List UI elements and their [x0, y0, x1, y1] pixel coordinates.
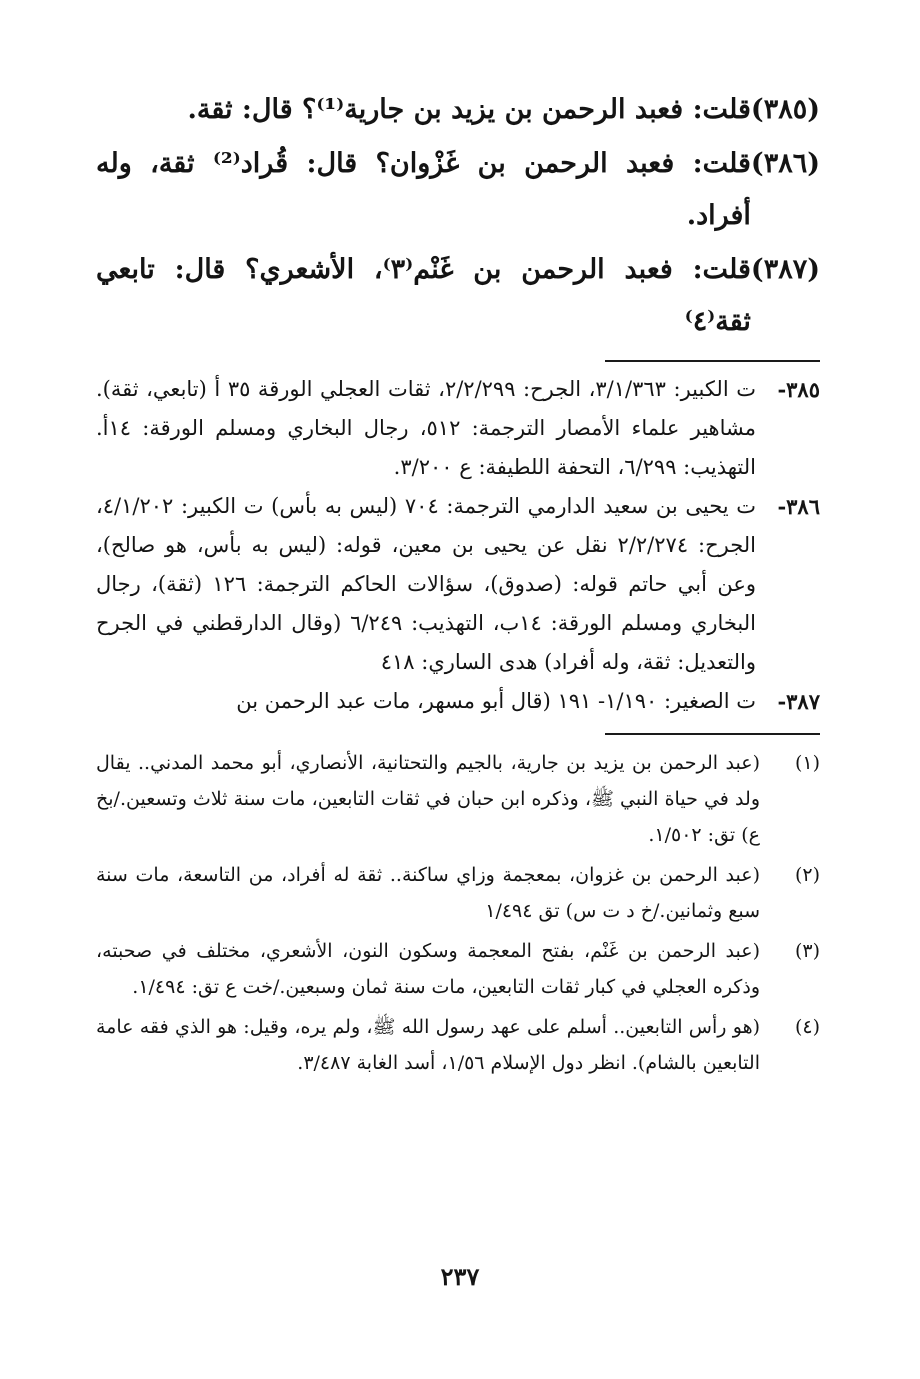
footnotes	[96, 745, 820, 1081]
note-text: ت يحيى بن سعيد الدارمي الترجمة: ٧٠٤ (ليس به بأس) ت الكبير: ٤/١/٢٠٢، الجرح: ٢/٢/٢٧٤ نقل عن يحيى بن معين، قوله: (ليس به بأس، هو صالح)، وعن أبي حاتم قوله: (صدوق)، سؤالات الحاكم الترجمة: ١٢٦ (ثقة)، رجال البخاري ومسلم الورقة: ١٤ب، التهذيب: ٦/٢٤٩ (وقال الدارقطني في الجرح والتعديل: ثقة، وله أفراد) هدى الساري: ٤١٨	[96, 494, 757, 674]
entry-text: قلت: فعبد الرحمن بن يزيد بن جارية⁽¹⁾؟ قال: ثقة.	[187, 94, 751, 125]
footnote-text: (هو رأس التابعين.. أسلم على عهد رسول الله ﷺ، ولم يره، وقيل: هو الذي فقه عامة التابعين بالشام). انظر دول الإسلام ١/٥٦، أسد الغابة ٣/٤٨٧.	[96, 1016, 760, 1074]
note-number: ٣٨٧-	[777, 689, 820, 714]
section-divider	[605, 360, 820, 362]
footnote-text: (عبد الرحمن بن يزيد بن جارية، بالجيم والتحتانية، الأنصاري، أبو محمد المدني.. يقال ولد في حياة النبي ﷺ، وذكره ابن حبان في ثقات التابعين، مات سنة ثلاث وتسعين./بخ ع) تق: ١/٥٠٢.	[96, 752, 760, 846]
footnote-number: (٤)	[794, 1016, 820, 1038]
footnote-number: (١)	[794, 752, 820, 774]
entry-number: (٣٨٥)	[750, 94, 820, 125]
page-number: ٢٣٧	[440, 1262, 480, 1291]
footnote-text: (عبد الرحمن بن غَنْم، بفتح المعجمة وسكون النون، الأشعري، مختلف في صحبته، وذكره العجلي في كبار ثقات التابعين، مات سنة ثمان وسبعين./خت ع تق: ١/٤٩٤.	[96, 940, 760, 998]
footnote-3	[96, 933, 820, 1005]
footnote-1	[96, 745, 820, 853]
footnote-divider	[605, 733, 820, 735]
footnote-number: (٣)	[794, 940, 820, 962]
note-number: ٣٨٥-	[777, 377, 820, 402]
note-text: ت الصغير: ١/١٩٠- ١٩١ (قال أبو مسهر، مات عبد الرحمن بن	[236, 689, 756, 713]
footnote-text: (عبد الرحمن بن غزوان، بمعجمة وزاي ساكنة.. ثقة له أفراد، من التاسعة، مات سنة سبع وثمانين./خ د ت س) تق ١/٤٩٤	[96, 864, 760, 922]
footnote-2	[96, 857, 820, 929]
note-386	[96, 487, 820, 682]
entry-387	[96, 244, 820, 348]
footnote-number: (٢)	[794, 864, 820, 886]
note-number: ٣٨٦-	[777, 494, 820, 519]
reference-notes	[96, 370, 820, 721]
footnote-4	[96, 1009, 820, 1081]
entry-text: قلت: فعبد الرحمن بن غَزْوان؟ قال: قُراد⁽²⁾ ثقة، وله أفراد.	[96, 148, 751, 231]
note-385	[96, 370, 820, 487]
main-entries	[96, 84, 820, 348]
entry-number: (٣٨٧)	[750, 254, 820, 285]
note-387	[96, 682, 820, 721]
entry-385	[96, 84, 820, 136]
book-page	[96, 84, 820, 1085]
entry-386	[96, 138, 820, 242]
note-text: ت الكبير: ٣/١/٣٦٣، الجرح: ٢/٢/٢٩٩، ثقات العجلي الورقة ٣٥ أ (تابعي، ثقة). مشاهير علماء الأمصار الترجمة: ٥١٢، رجال البخاري ومسلم الورقة: ١٤أ. التهذيب: ٦/٢٩٩، التحفة اللطيفة: ع ٣/٢٠٠.	[96, 377, 756, 479]
entry-text: قلت: فعبد الرحمن بن غَنْم⁽٣⁾، الأشعري؟ قال: تابعي ثقة⁽٤⁾	[96, 254, 751, 337]
entry-number: (٣٨٦)	[750, 148, 820, 179]
